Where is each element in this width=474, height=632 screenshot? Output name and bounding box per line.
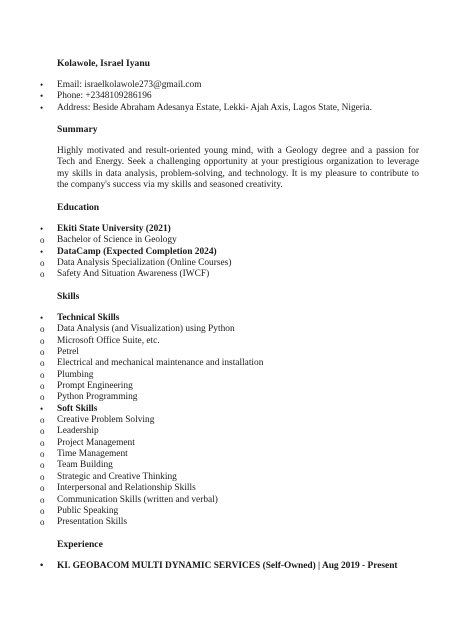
skill-item (40, 370, 263, 381)
circle-bullet-icon: o (40, 347, 45, 358)
skill-item-text: Technical Skills (57, 313, 120, 323)
circle-bullet-icon: o (40, 517, 45, 528)
skill-item-text: Public Speaking (57, 505, 119, 516)
bullet-icon: • (40, 313, 44, 323)
summary-heading: Summary (57, 124, 98, 135)
skill-item-text: Creative Problem Solving (57, 415, 155, 426)
education-item-text: Data Analysis Specialization (Online Courses) (57, 258, 232, 269)
circle-bullet-icon: o (40, 460, 45, 471)
education-item (40, 269, 231, 280)
circle-bullet-icon: o (40, 449, 45, 460)
bullet-icon: • (40, 403, 44, 414)
bullet-icon: • (40, 80, 44, 90)
circle-bullet-icon: o (40, 381, 45, 392)
skill-item (40, 313, 263, 324)
contact-list (40, 80, 372, 114)
skill-item (40, 336, 263, 347)
circle-bullet-icon: o (40, 437, 45, 448)
contact-address (40, 103, 372, 114)
education-item (40, 258, 231, 269)
bullet-icon: • (40, 102, 44, 113)
skill-item (40, 449, 263, 460)
skill-item-text: Leadership (57, 426, 99, 437)
education-item (40, 247, 231, 258)
skill-item-text: Data Analysis (and Visualization) using Python (57, 324, 235, 335)
skill-item (40, 381, 263, 392)
skill-item (40, 495, 263, 506)
candidate-name: Kolawole, Israel Iyanu (57, 58, 151, 69)
circle-bullet-icon: o (40, 335, 45, 346)
circle-bullet-icon: o (40, 415, 45, 426)
skill-item-text: Python Programming (57, 392, 138, 403)
skill-item-text: Time Management (57, 449, 128, 460)
skill-item (40, 517, 263, 528)
skill-item (40, 472, 263, 483)
bullet-icon: • (40, 246, 44, 257)
skill-item (40, 506, 263, 517)
circle-bullet-icon: o (40, 426, 45, 437)
bullet-icon: • (40, 224, 44, 234)
contact-address-text: Address: Beside Abraham Adesanya Estate, Lekki- Ajah Axis, Lagos State, Nigeria. (57, 102, 373, 113)
contact-email (40, 80, 372, 91)
skill-item-text: Prompt Engineering (57, 381, 133, 392)
circle-bullet-icon: o (40, 269, 45, 280)
skill-item-text: Project Management (57, 437, 135, 448)
skill-item-text: Plumbing (57, 369, 94, 380)
circle-bullet-icon: o (40, 235, 45, 246)
skill-item-text: Microsoft Office Suite, etc. (57, 335, 160, 346)
contact-phone (40, 91, 372, 102)
experience-item (40, 561, 398, 571)
education-item (40, 224, 231, 235)
education-item-text: DataCamp (Expected Completion 2024) (57, 246, 217, 257)
circle-bullet-icon: o (40, 369, 45, 380)
education-item (40, 235, 231, 246)
skill-item-text: Presentation Skills (57, 517, 128, 528)
experience-item-text: KI. GEOBACOM MULTI DYNAMIC SERVICES (Self-Owned) | Aug 2019 - Present (57, 561, 398, 571)
circle-bullet-icon: o (40, 358, 45, 369)
circle-bullet-icon: o (40, 324, 45, 335)
skill-item-text: Petrel (57, 347, 79, 358)
skill-item (40, 404, 263, 415)
skill-item-text: Electrical and mechanical maintenance and installation (57, 358, 264, 369)
skill-item (40, 347, 263, 358)
circle-bullet-icon: o (40, 505, 45, 516)
skill-item-text: Communication Skills (written and verbal) (57, 494, 218, 505)
education-item-text: Safety And Situation Awareness (IWCF) (57, 269, 210, 280)
skill-item (40, 460, 263, 471)
circle-bullet-icon: o (40, 392, 45, 403)
circle-bullet-icon: o (40, 483, 45, 494)
education-heading: Education (57, 202, 100, 213)
skill-item-text: Strategic and Creative Thinking (57, 471, 177, 482)
experience-heading: Experience (57, 539, 103, 550)
skills-heading: Skills (57, 291, 80, 302)
circle-bullet-icon: o (40, 471, 45, 482)
skill-item-text: Interpersonal and Relationship Skills (57, 483, 196, 494)
skills-list (40, 313, 263, 529)
skill-item (40, 426, 263, 437)
summary-text: Highly motivated and result-oriented young mind, with a Geology degree and a passion for Tech and Energy. Seek a challenging opportunity at your prestigious organization to leverage my skills in data analysis, problem-solving, and technology. It is my pleasure to contribute to the company's success via my skills and seasoned creativity. (57, 146, 419, 191)
bullet-icon: • (40, 561, 44, 571)
contact-email-text: Email: israelkolawole273@gmail.com (57, 80, 202, 90)
skill-item (40, 438, 263, 449)
education-item-text: Bachelor of Science in Geology (57, 235, 177, 246)
bullet-icon: • (40, 91, 44, 102)
skill-item (40, 324, 263, 335)
education-list (40, 224, 231, 281)
contact-phone-text: Phone: +2348109286196 (57, 91, 152, 102)
skill-item (40, 358, 263, 369)
circle-bullet-icon: o (40, 494, 45, 505)
circle-bullet-icon: o (40, 258, 45, 269)
skill-item (40, 392, 263, 403)
skill-item-text: Soft Skills (57, 403, 98, 414)
education-item-text: Ekiti State University (2021) (57, 224, 171, 234)
skill-item (40, 415, 263, 426)
skill-item-text: Team Building (57, 460, 113, 471)
skill-item (40, 483, 263, 494)
